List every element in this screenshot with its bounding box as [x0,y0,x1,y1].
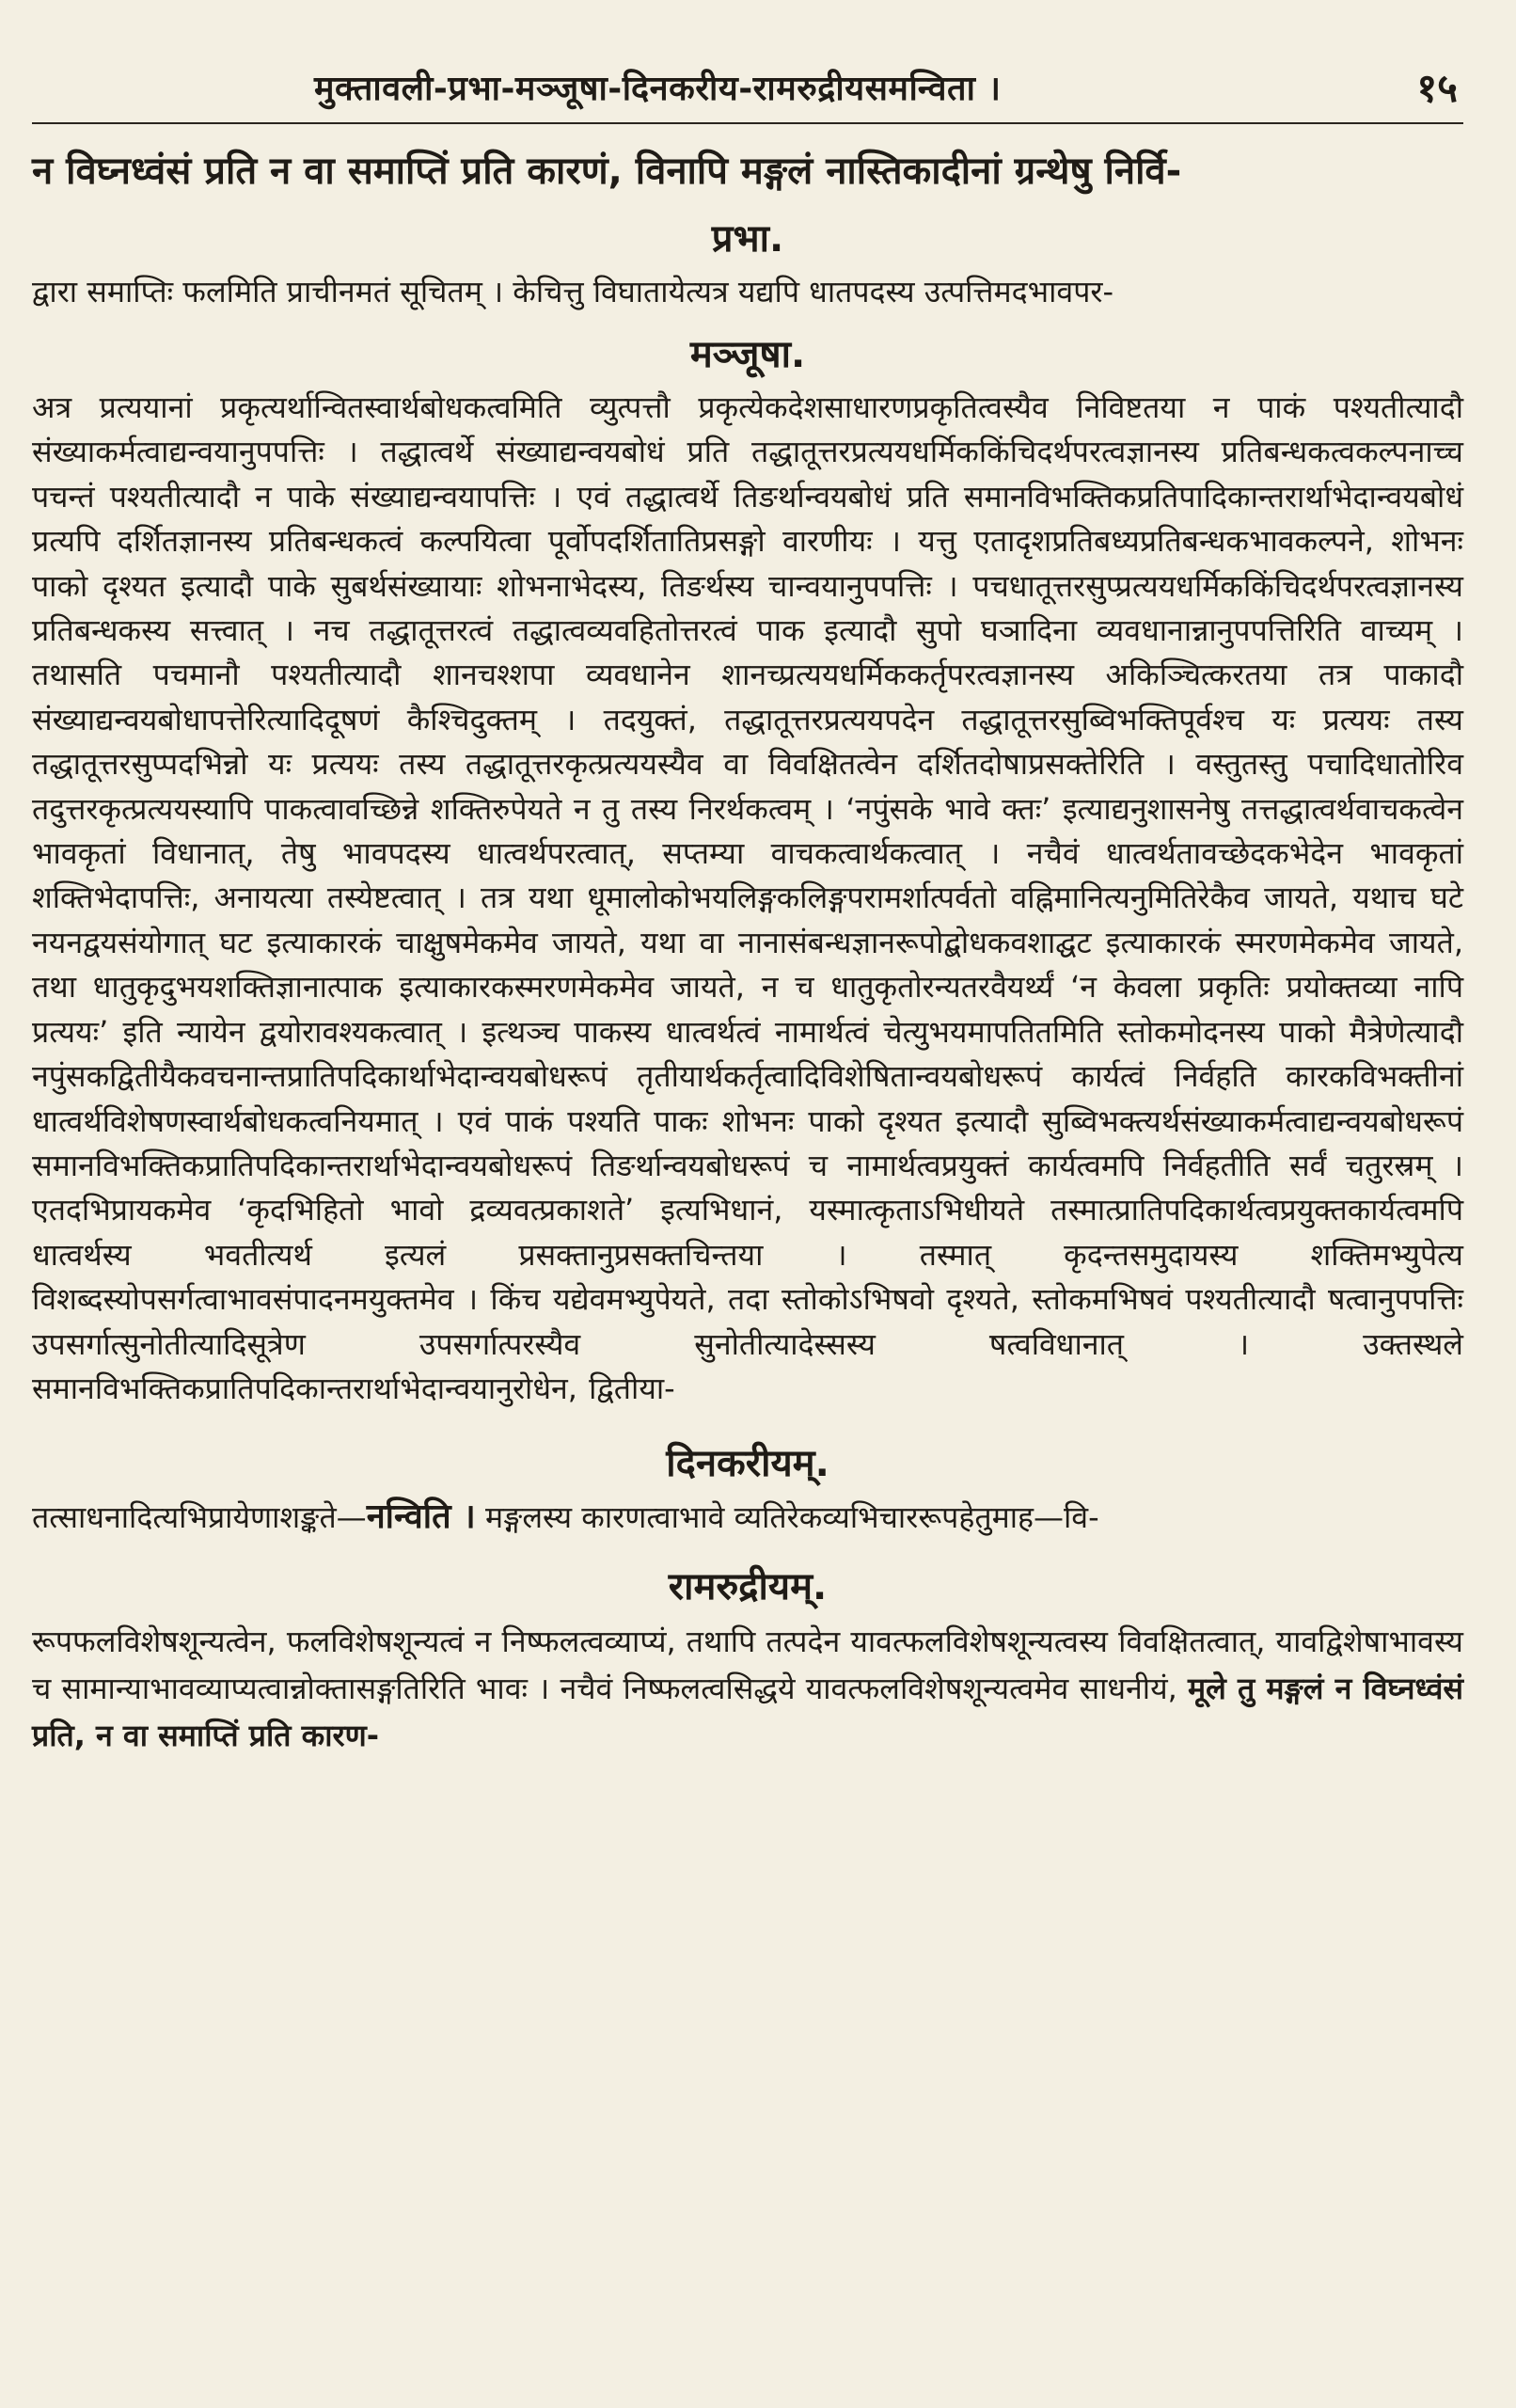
mula-text: न विघ्नध्वंसं प्रति न वा समाप्तिं प्रति कारणं, विनापि मङ्गलं नास्तिकादीनां ग्रन्थेषु निर्वि- [32,150,1182,193]
manjusha-text: अत्र प्रत्ययानां प्रकृत्यर्थान्वितस्वार्थबोधकत्वमिति व्युत्पत्तौ प्रकृत्येकदेशसाधारणप्रकृतित्वस्यैव निविष्टतया न पाकं पश्यतीत्यादौ संख्याकर्मत्वाद्यन्वयानुपपत्तिः । तद्धात्वर्थे संख्याद्यन्वयबोधं प्रति तद्धातूत्तरप्रत्ययधर्मिककिंचिदर्थपरत्वज्ञानस्य प्रतिबन्धकत्वकल्पनाच्च पचन्तं पश्यतीत्यादौ न पाके संख्याद्यन्वयापत्तिः । एवं तद्धात्वर्थे तिङर्थान्वयबोधं प्रति समानविभक्तिकप्रतिपादिकान्तरार्थाभेदान्वयबोधं प्रत्यपि दर्शितज्ञानस्य प्रतिबन्धकत्वं कल्पयित्वा पूर्वोपदर्शितातिप्रसङ्गो वारणीयः । यत्तु एतादृशप्रतिबध्यप्रतिबन्धकभावकल्पने, शोभनः पाको दृश्यत इत्यादौ पाके सुबर्थसंख्यायाः शोभनाभेदस्य, तिङर्थस्य चान्वयानुपपत्तिः । पचधातूत्तरसुप्प्रत्ययधर्मिककिंचिदर्थपरत्वज्ञानस्य प्रतिबन्धकस्य सत्त्वात् । नच तद्धातूत्तरत्वं तद्धात्वव्यवहितोत्तरत्वं पाक इत्यादौ सुपो घञादिना व्यवधानान्नानुपपत्तिरिति वाच्यम् । तथासति पचमानौ पश्यतीत्यादौ शानचश्शपा व्यवधानेन शानच्प्रत्ययधर्मिककर्तृपरत्वज्ञानस्य अकिञ्चित्करतया तत्र पाकादौ संख्याद्यन्वयबोधापत्तेरित्यादिदूषणं कैश्चिदुक्तम् । तदयुक्तं, तद्धातूत्तरप्रत्ययपदेन तद्धातूत्तरसुब्विभक्तिपूर्वश्च यः प्रत्ययः तस्य तद्धातूत्तरसुप्पदभिन्नो यः प्रत्ययः तस्य तद्धातूत्तरकृत्प्रत्ययस्यैव वा विवक्षितत्वेन दर्शितदोषाप्रसक्तेरिति । वस्तुतस्तु पचादिधातोरिव तदुत्तरकृत्प्रत्ययस्यापि पाकत्वावच्छिन्ने शक्तिरुपेयते न तु तस्य निरर्थकत्वम् । ‘नपुंसके भावे क्तः’ इत्याद्यनुशासनेषु तत्तद्धात्वर्थवाचकत्वेन भावकृतां विधानात्, तेषु भावपदस्य धात्वर्थपरत्वात्, सप्तम्या वाचकत्वार्थकत्वात् । नचैवं धात्वर्थतावच्छेदकभेदेन भावकृतां शक्तिभेदापत्तिः, अनायत्या तस्येष्टत्वात् । तत्र यथा धूमालोकोभयलिङ्गकलिङ्गपरामर्शात्पर्वतो वह्निमानित्यनुमितिरेकैव जायते, यथाच घटे नयनद्वयसंयोगात् घट इत्याकारकं चाक्षुषमेकमेव जायते, यथा वा नानासंबन्धज्ञानरूपोद्बोधकवशाद्घट इत्याकारकं स्मरणमेकमेव जायते, तथा धातुकृदुभयशक्तिज्ञानात्पाक इत्याकारकस्मरणमेकमेव जायते, न च धातुकृतोरन्यतरवैयर्थ्यं ‘न केवला प्रकृतिः प्रयोक्तव्या नापि प्रत्ययः’ इति न्यायेन द्वयोरावश्यकत्वात् । इत्थञ्च पाकस्य धात्वर्थत्वं नामार्थत्वं चेत्युभयमापतितमिति स्तोकमोदनस्य पाको मैत्रेणेत्यादौ नपुंसकद्वितीयैकवचनान्तप्रातिपदिकार्थाभेदान्वयबोधरूपं तृतीयार्थकर्तृत्वादिविशेषितान्वयबोधरूपं कार्यत्वं निर्वहति कारकविभक्तीनां धात्वर्थविशेषणस्वार्थबोधकत्वनियमात् । एवं पाकं पश्यति पाकः शोभनः पाको दृश्यत इत्यादौ सुब्विभक्त्यर्थसंख्याकर्मत्वाद्यन्वयबोधरूपं समानविभक्तिकप्रातिपदिकान्तरार्थाभेदान्वयबोधरूपं तिङर्थान्वयबोधरूपं च नामार्थत्वप्रयुक्तं कार्यत्वमपि निर्वहतीति सर्वं चतुरस्रम् । एतदभिप्रायकमेव ‘कृदभिहितो भावो द्रव्यवत्प्रकाशते’ इत्यभिधानं, यस्मात्कृताऽभिधीयते तस्मात्प्रातिपदिकार्थत्वप्रयुक्तकार्यत्वमपि धात्वर्थस्य भवतीत्यर्थ इत्यलं प्रसक्तानुप्रसक्तचिन्तया । तस्मात् कृदन्तसमुदायस्य शक्तिमभ्युपेत्य विशब्दस्योपसर्गत्वाभावसंपादनमयुक्तमेव । किंच यद्येवमभ्युपेयते, तदा स्तोकोऽभिषवो दृश्यते, स्तोकमभिषवं पश्यतीत्यादौ षत्वानुपपत्तिः उपसर्गात्सुनोतीत्यादिसूत्रेण उपसर्गात्परस्यैव सुनोतीत्यादेस्सस्य षत्वविधानात् । उक्तस्थले समानविभक्तिकप्रातिपदिकान्तरार्थाभेदान्वयानुरोधेन, द्वितीया- [32,389,1463,1406]
page-number: १५ [1416,65,1458,111]
manjusha-heading: मञ्जूषा. [689,333,806,376]
dinakari-text-after: मङ्गलस्य कारणत्वाभावे व्यतिरेकव्यभिचाररूपहेतुमाह—वि- [475,1499,1099,1536]
rudri-text [32,1618,1463,1759]
prabha-text: द्वारा समाप्तिः फलमिति प्राचीनमतं सूचितम् । केचित्तु विघातायेत्यत्र यद्यपि धातपदस्य उत्पत्तिमदभावपर- [32,274,1114,309]
running-title: मुक्तावली-प्रभा-मञ्जूषा-दिनकरीय-रामरुद्रीयसमन्विता । [314,70,1002,108]
dinakari-bold-word: नन्विति । [366,1497,476,1537]
dinakari-heading: दिनकरीयम्. [666,1442,829,1486]
rudri-bold-text: मूले तु मङ्गलं न विघ्नध्वंसं प्रति, न वा समाप्तिं प्रति कारण- [32,1671,1463,1754]
running-header [32,56,1463,124]
prabha-heading: प्रभा. [711,217,784,261]
dinakari-text-before: तत्साधनादित्यभिप्रायेणाशङ्कते— [32,1499,367,1536]
rudri-heading: रामरुद्रीयम्. [668,1565,828,1609]
dinakari-text [32,1495,1463,1540]
rudri-text-before: रूपफलविशेषशून्यत्वेन, फलविशेषशून्यत्वं न निष्फलत्वव्याप्यं, तथापि तत्पदेन यावत्फलविशेषशून्यत्वस्य विवक्षितत्वात्, यावद्विशेषाभावस्य च सामान्याभावव्याप्यत्वान्नोक्तासङ्गतिरिति भावः । नचैवं निष्फलत्वसिद्धये यावत्फलविशेषशून्यत्वमेव साधनीयं, [32,1624,1463,1707]
